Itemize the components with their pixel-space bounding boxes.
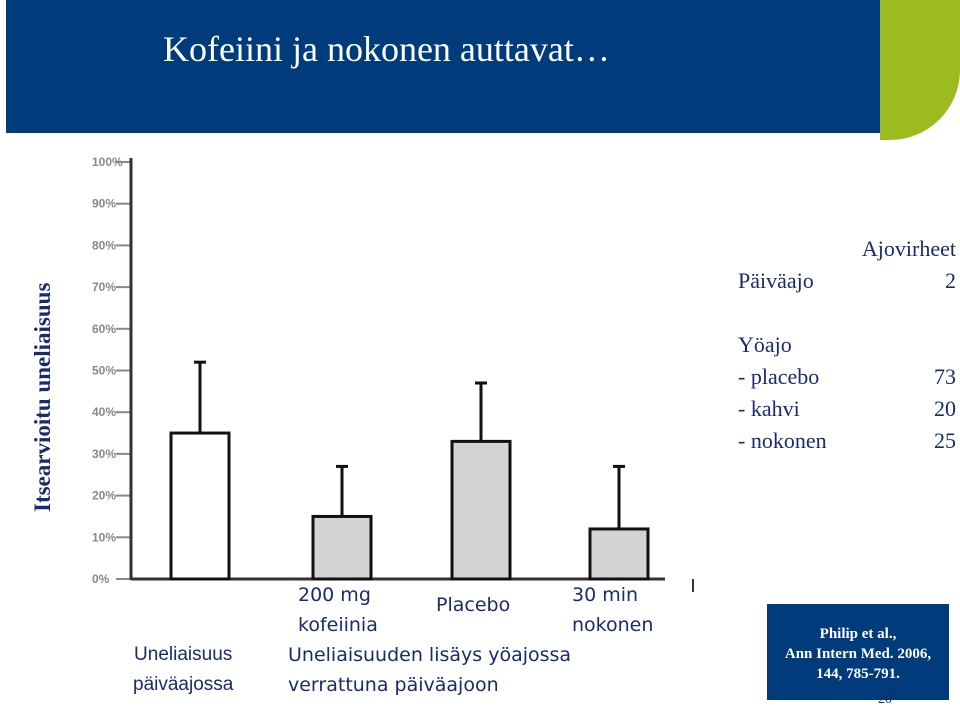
bar xyxy=(452,441,510,579)
category-label-nap xyxy=(572,580,653,640)
table-row-value: 2 xyxy=(945,268,956,293)
table-header xyxy=(738,236,956,262)
table-row-label: Päiväajo xyxy=(738,268,814,293)
table-row-label: Yöajo xyxy=(738,332,792,357)
table-header-text: Ajovirheet xyxy=(861,236,956,261)
slide-title: Kofeiini ja nokonen auttavat… xyxy=(163,29,610,69)
y-tick-label: 80% xyxy=(92,238,117,253)
bar xyxy=(313,516,371,579)
table-row-value: 20 xyxy=(934,396,956,421)
y-tick-label: 60% xyxy=(92,321,117,336)
category-label-line: nokonen xyxy=(572,614,654,636)
table-row-value: 25 xyxy=(934,428,956,453)
table-row-label: - kahvi xyxy=(738,396,800,421)
citation-box xyxy=(767,604,949,700)
y-axis-label: Itsearvioitu uneliaisuus xyxy=(30,282,55,512)
category-label-line: päiväajossa xyxy=(133,674,234,695)
y-tick-label: 90% xyxy=(92,196,117,211)
category-label-line: 30 min xyxy=(572,584,639,606)
y-tick-label: 70% xyxy=(92,280,117,295)
x-axis-label-line: verrattuna päiväajoon xyxy=(288,674,499,696)
category-label-line: 200 mg xyxy=(298,584,371,606)
table-row-label: - nokonen xyxy=(738,428,827,453)
category-label-caffeine xyxy=(298,580,378,640)
y-tick-label: 50% xyxy=(92,363,117,378)
x-axis-label xyxy=(288,640,571,700)
y-tick-label: 100% xyxy=(92,155,123,169)
category-label-placebo: Placebo xyxy=(436,594,511,616)
category-label-line: Uneliaisuus xyxy=(134,644,233,665)
bar xyxy=(590,529,648,579)
bars xyxy=(171,362,648,579)
table-row xyxy=(738,268,956,294)
y-tick-label: 20% xyxy=(92,488,117,503)
category-label-line: kofeiinia xyxy=(298,614,378,636)
category-label-daytime xyxy=(133,640,233,700)
table-row xyxy=(738,332,956,358)
y-tick-label: 30% xyxy=(92,446,117,461)
citation-line: 144, 785-791. xyxy=(816,666,900,682)
table-row-label: - placebo xyxy=(738,364,820,389)
citation-line: Ann Intern Med. 2006, xyxy=(784,646,932,662)
y-ticks xyxy=(92,155,131,586)
table-row xyxy=(738,364,956,390)
citation-line: Philip et al., xyxy=(819,626,897,642)
x-axis-label-line: Uneliaisuuden lisäys yöajossa xyxy=(288,644,572,666)
page-number: 20 xyxy=(878,692,892,707)
y-tick-label: 0% xyxy=(92,572,110,586)
y-tick-label: 40% xyxy=(92,405,117,420)
table-row xyxy=(738,428,956,454)
y-tick-label: 10% xyxy=(92,530,117,545)
table-row xyxy=(738,396,956,422)
bar xyxy=(171,433,229,579)
table-row-value: 73 xyxy=(934,364,956,389)
